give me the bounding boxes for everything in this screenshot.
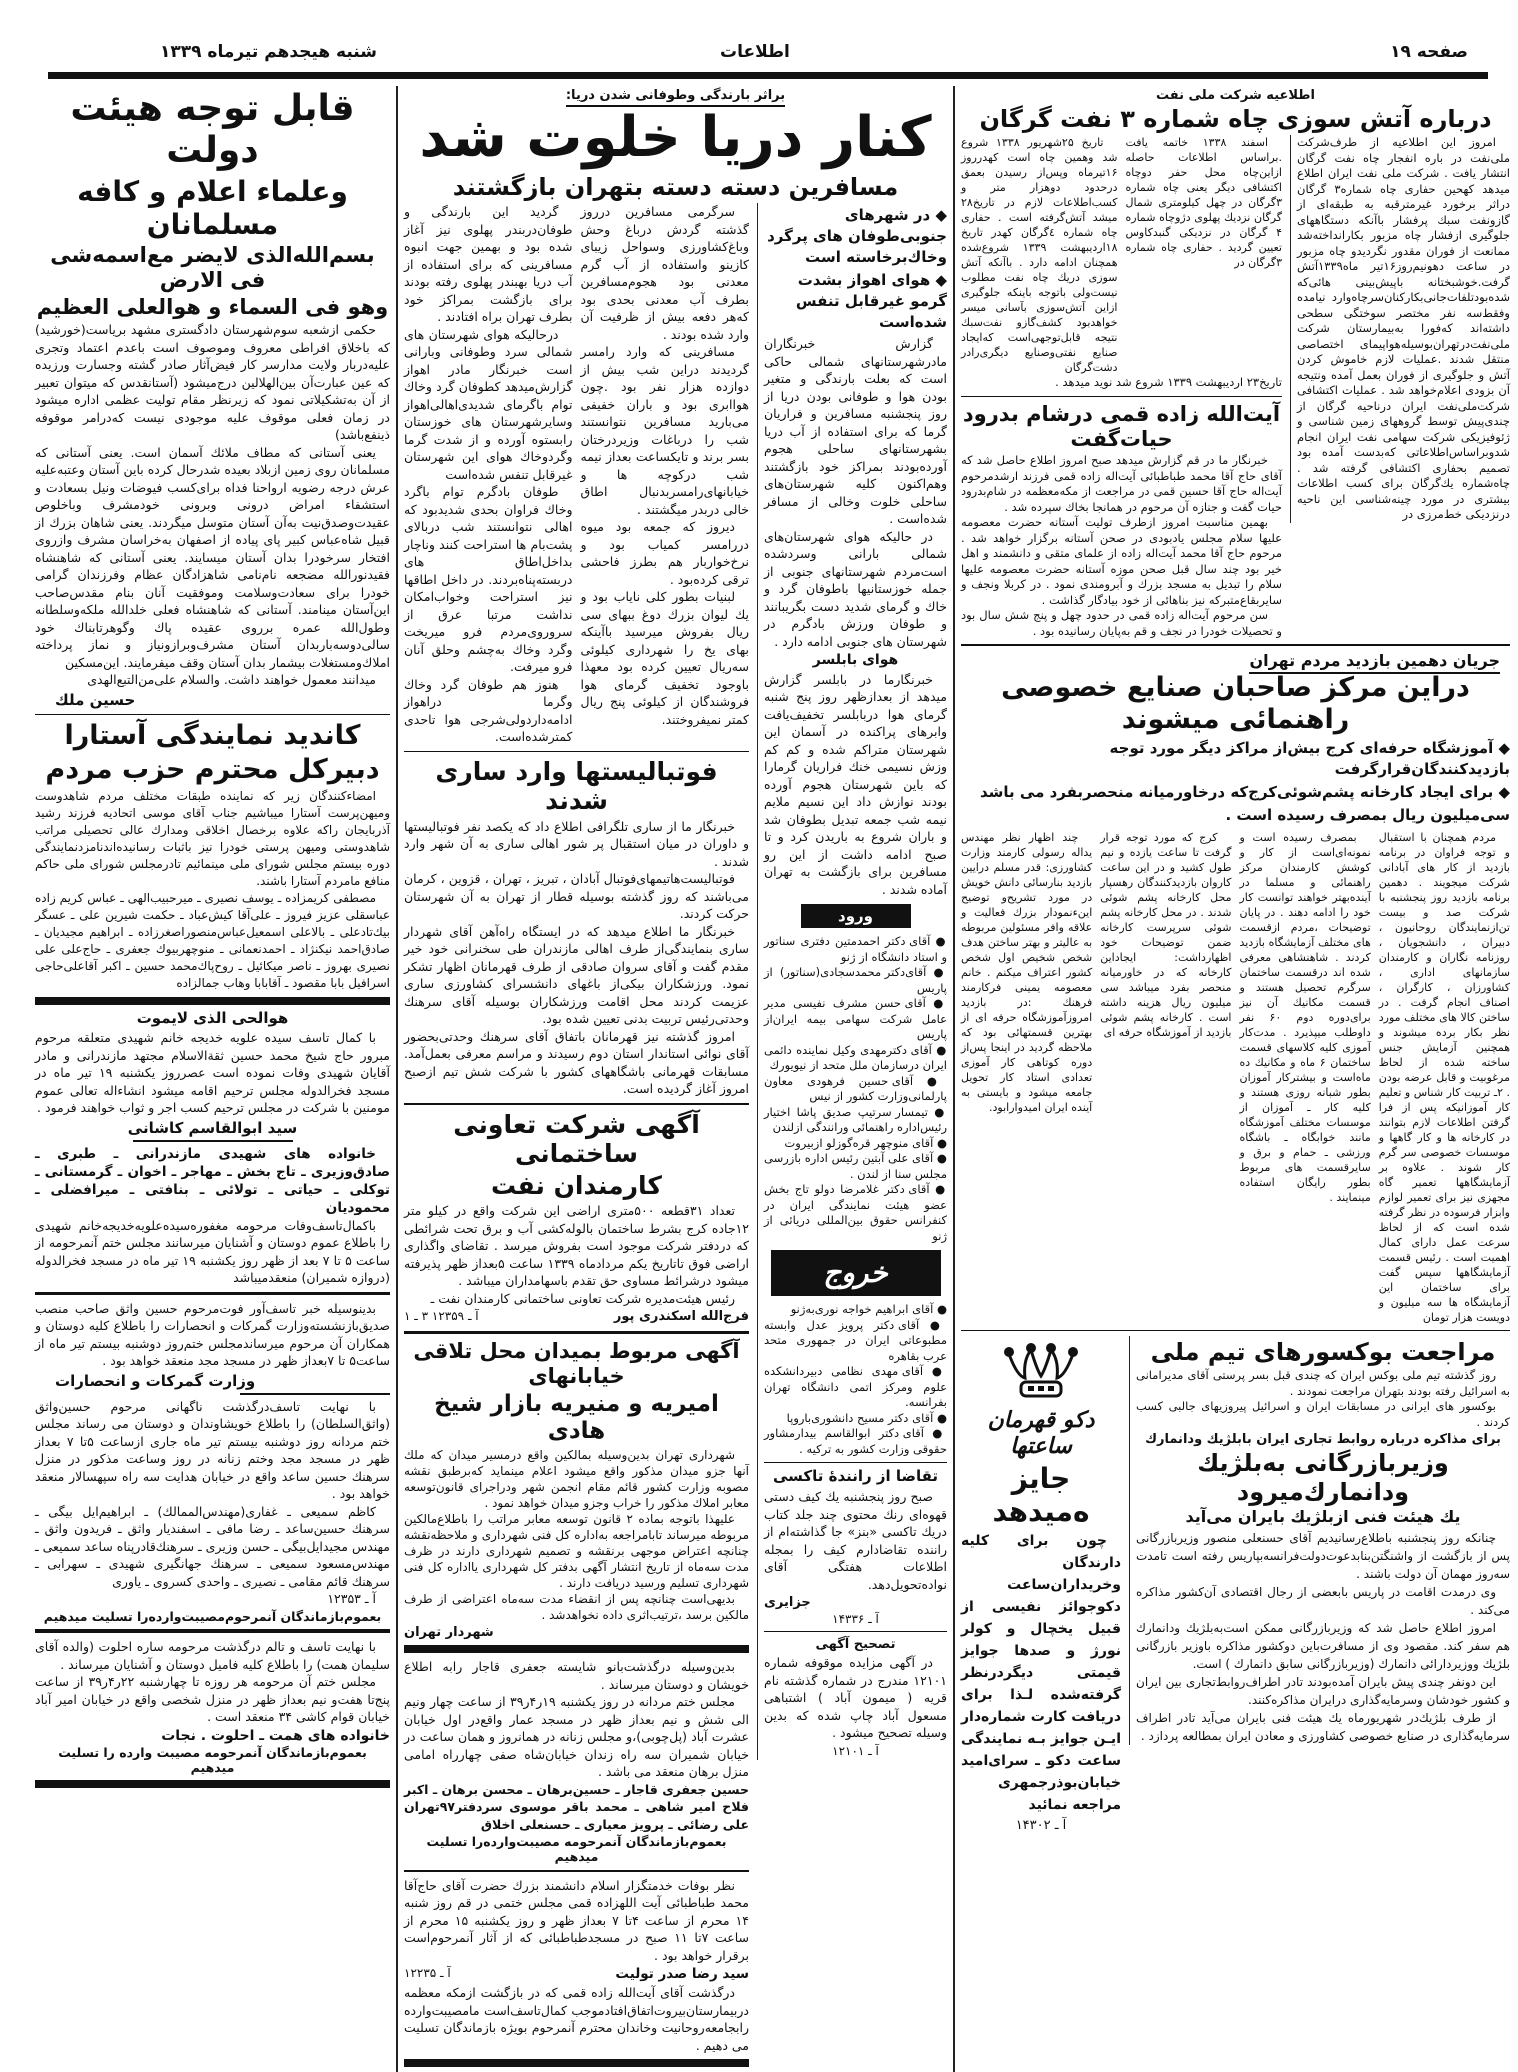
divider [404,1331,749,1334]
list-item-text: آقای دکتر غلامرضا دولو تاج بخش عضو هیئت نمایندگی ایران در کنفرانس حقوق بین‌المللی دریائی از ژنو [764,1182,947,1243]
list-item: ● آقای حسن مشرف نفیسی مدیر عامل شرکت سهامی بیمه ایران‌از پاریس [764,996,947,1042]
divider [961,396,1282,397]
signature: خانواده های همت ـ احلوت . نجات [161,1727,390,1744]
departures-label: خروج [771,1250,941,1296]
article-boxers [1136,1338,1510,1430]
paragraph: وی درمدت اقامت در پاریس بابعضی از رجال اقتصادی آن‌کشور مذاکره می‌کند . [1136,1584,1510,1617]
divider [764,1462,947,1463]
paragraph: در آگهی مزایده موقوفه شماره ۱۲۱۰۱ مندرج در شماره گذشته نام قریه ( میمون آباد ) اشتباهی مسعول آباد چاپ شده که بدین وسیله تصحیح میشود . [764,1655,947,1741]
paragraph: امروز این اطلاعیه از طرف‌شرکت ملی‌نفت در باره انفجار چاه نفت گرگان انتشار یافت . شرکت ملی نفت ایران اطلاع میدهد کهحین حفاری چاه شماره۳ گرگان دراثر برخورد غیرمترقبه به طبقه‌ای از گازونفت سبك پرفشار باآنکه دستگاههای جلوگیری ازفشار چاه مزبور بکارانداخته‌شد ممانعت از فوران مقدور نگردیدو چاه مزبور در ساعت دهونیم‌روز۱۶تیر ماه۱۳۳۹آتش گرفت.خوشبختانه باپیش‌بینی هائی‌که شده‌بودتلفات‌جانی‌بکارکنان‌سرچاه‌وارد نیامده وفقط‌سه نفر مختصر سوختگی سطحی داشته‌اند که‌فورا به‌بیمارستان شرکت ملی‌نفت‌در‌تهران‌بوسیله‌هواپیمای اختصاصی منتقل شدند .عملیات لازم خاموش کردن آتش و جلوگیری از فوران بعمل آمده ونتیجه آن بزودی اعلام‌خواهد شد . عملیات اکتشافی شرکت‌ملی‌نفت ایران درناحیه گرگان از چندی‌پیش توسط گروههای زمین شناسی و ژئوفیزیکی شرکت سهامی نفت ایران انجام شدوبراساس‌اطلاعاتی که‌بدست آمده بود تصمیم بحفاری اکتشافی گرفته شد . چاه‌شماره یك‌گرگان برای کسب اطلاعات بیشتری در مورد چینه‌شناسی این ناحیه درنزدیکی خط‌مرزی در [1297,135,1510,522]
heading: تصحیح آگهی [815,1637,896,1653]
divider [961,644,1510,646]
divider [35,714,390,715]
departures-list [764,1302,947,1457]
condolence-line: بعموم‌بازماندگان آنمرحوم‌مصیبت‌وارده‌را تسلیت میدهیم [43,1608,382,1624]
divider [35,1780,390,1788]
paragraph: حکمی ازشعبه سوم‌شهرستان دادگستری مشهد بریاست(خورشید) که باخلاق افراطی معروف وموصوف است باعدم اعتماد وتجری علیه‌دربار ولایت مدارسر کار فیض‌آثار صادر گشته وجسارت ورزیده که عین عبارت‌آن بین‌الهلالین درج‌میشود (آستانقدس که میتوان تعبیر از آن به‌تشکیلاتی نمود که زیرنظر مقام تولیت عظمی اداره میشود در زمان فعلی موقوف علیه موجودی نیست که‌درامر موقوفه ذینفع‌باشد) [35,322,390,443]
brand-logo: دکو قهرمان ساعتها [987,1408,1095,1460]
ad-housing-coop [404,1110,749,1327]
signature: جزایری [764,1595,811,1611]
headline: وعلماء اعلام و کافه مسلمانان [77,174,348,241]
paragraph: فوتبالیست‌هاتیمهای‌فوتبال آبادان ، تبریز ، تهران ، قزوین ، کرمان می‌باشند که روز گذشته بوسیله قطار از تهران به آن شهرستان حرکت کردند. [404,871,749,922]
ad-body [404,1447,749,1623]
visit-columns [961,830,1510,1325]
list-item: ● آقای دکتر مسیح دانشوری‌باروپا [786,1410,947,1425]
paragraph: خبرنگار ما اطلاع میدهد که در ایستگاه راه‌آهن آقای شهردار ساری بنمایندگی‌از طرف اهالی مازندران طی سخنرانی خود خیر مقدم گفت و آقای سروان صادقی از طرف قهرمانان اظهار تشکر نمود. ورزشکاران بیکی‌از باغهای دانشسرای کشاورزی ساری عزیمت کردند محل اقامت ورزشکاران بوسیله آقای سرهنك وحدتی‌رئیس تربیت بدنی تعیین شده بود. [404,923,749,1027]
signature: شهردار تهران [404,1625,494,1641]
bottom-right-layout [961,1336,1510,1835]
subheadline-text: برای ایجاد کارخانه پشم‌شوئی‌کرج‌که درخاورمیانه منحصربفرد می باشد [980,783,1494,802]
paragraph: درگذشت آقای آیت‌الله زاده قمی که در بازگشت ازمکه معظمه دربیمارستان‌بیروت‌اتفاق‌افتادموجب کمال‌تاسف‌است مامصیبت‌وارده رابجامعه‌روحانیت وخاندان محترم آنمرحوم بویژه بازماندگان تسلیت می دهیم . [404,1985,749,2053]
paragraph: خبرنگارما در بابلسر گزارش میدهد از بعدازظهر روز پنج شنبه گرمای هوا دربابلسر تخفیف‌یافت وابرهای پراکنده در آسمان این شهرستان متراکم شده و کم کم وزش نسیمی خنك فراریان گرمارا که باین شهرستان هجوم آورده بودند نوازش داد این نسیم ملایم نیمه شب جمعه تبدیل بطوفان شد و باران شروع به باریدن کرد و تا صبح ادامه داشت از این رو مسافرین برای بازگشت به تهران آماده شدند . [764,671,947,897]
subheadline-text: آموزشگاه حرفه‌ای کرج بیش‌از مراکز دیگر مورد توجه بازدیدکنندگان‌قرارگرفت [1109,739,1510,779]
obituary-footer [404,1964,749,1984]
paragraph: باکمال‌تاسف‌وفات مرحومه مغفوره‌سیده‌علویه‌خدیجه‌خانم شهیدی را باطلاع عموم دوستان و آشنایان میرسانند مجلس ختم آنمرحومه از ساعت ۵ تا ۷ بعد از ظهر روز یکشنبه ۱۹ تیر ماه در مسجد فخرالدوله (دروازه شمیران) منعقدمیباشد [35,1217,390,1286]
paragraph: یعنی آستانی که مطاف ملائك آسمان است. یعنی آستانی که مسلمانان روی زمین ازبلاد بعیده شدرحال کرده باین آستان وعتبه‌علیه عرش درجه رضویه ارواحنا فداه برای‌کسب فیوضات ونیل بسعادت و استشفاء امراض درونی وبرونی خودمشرف وباخلوص عقیدت‌وصدق‌نیت به‌آن آستان متوسل میگردند. یعنی شاهان بزرك از قبیل شاه‌عباس کبیر پای پیاده از اصفهان به‌خراسان مشرف وازروی افتخار سرخودرا بدان آستان میسایند. یعنی آستانی که شاهنشاه فقیدنورالله مضجعه نام‌نامی شاهزادگان عظام وفرزندان گرامی خودرا برای سعادت‌وسلامت وموفقیت آنان بنام مقدس‌صاحب این‌آستان مینامند. آستانی که شاهنشاه فعلی خلدالله ملکه‌وسلطانه وطول‌الله عمره برروی عقیده پاك وگوهرتابناك خود سالی‌دوسه‌باربدان آستان مشرف‌وبرازونیاز و نماز پرداخته املاك‌ومستغلات بیشمار بدان آستان وقف میفرمایند. این‌مسکین [35,444,390,670]
ad-headline: جایز ه‌میدهد [992,1461,1090,1528]
list-item: ● آقای‌دکتر محمدسجادی(سناتور) از پاریس [764,965,947,995]
middle-right-subcolumn [757,203,947,1760]
list-item: ● آقای علی آبتین رئیس اداره بازرسی مجلس سنا از لندن . [764,1151,947,1181]
obituary-body [35,1398,390,1608]
ad-reference: آ ـ ۱۲۱۰۱ [832,1743,879,1758]
list-item-text: تیمسار سرتیپ صدیق پاشا اختیار رئیس‌اداره راهنمائی ورانندگی ازلندن [764,1104,947,1135]
article-body [1379,830,1510,1325]
headline: دراین مرکز صاحبان صنایع خصوصی راهنمائی میشوند [1001,672,1470,736]
paragraph: مجلس ختم مردانه در روز یکشنبه ۱۹ر۴ر۳۹ از ساعت چهار ونیم الی شش و نیم بعداز ظهر در مسجد عمار واقع‌در اول خیابان عشرت آباد (پل‌چوبی)،و مجلس زنانه در همانروز و همان ساعت در خیابان شمیران سه راه زندان خیابان‌شاه صفی چهارراه امامی منزل برهان منعقد می باشد . [404,1694,749,1780]
paragraph: با نهایت تاسف و تالم درگذشت مرحومه ساره احلوت (والده آقای سلیمان همت) را باطلاع کلیه فامیل دوستان و آشنایان میرساند . [35,1639,390,1672]
headline: کاندید نمایندگی آستارا [64,719,361,751]
divider [35,1292,390,1295]
paragraph: نظر بوفات خدمتگزار اسلام دانشمند بزرك حضرت آقای حاج‌آقا محمد طباطبائی آیت اللهزاده قمی مجلس ختمی در قم روز شنبه ۱۴ محرم از ساعت ۴تا ۷ بعداز ظهر و روز یکشنبه ۱۵ محرم از ساعت ۷تا ۱۱ صبح در مسجدطباطبائی که از آثار آنمرحوم‌است برقرار خواهد بود . [404,1877,750,1963]
paragraph: میدانند معمول خواهند داشت. والسلام علی‌من‌التبع‌الهدی [87,672,376,688]
paragraph: چند اظهار نظر مهندس یداله رسولی کارمند وزارت کشاورزی: قدر مسلم درایین بازدید بنارسائی دانش خویش در مورد تشریح‌و توضیح اینءنمودار بزرك فعالیت و علاقه وافر مسئولین مربوطه به عالیتر و بهتر ساختن هدف شخص شخیص اول شخص کشور اعتراف میکنم . خانم معصومه یمینی فرکارمند فرهنك :در بازدید امروزآموزشگاه حرفه ای از بهترین قسمتهائی بود که ملاحظه گردید در اینجا پس‌از دوره کوتاهی کار آموزی تعدادی استاد کار تحویل جامعه میشود و بایستی به آینده ایران امیدوارابود. [961,831,1093,1115]
paragraph: علیهذا باتوجه بماده ۲ قانون توسعه معابر مراتب را باطلاع‌مالکین مربوطه میرساند تابامراجعه به‌اداره کل فنی شهرداری و ملاحظه‌نقشه چنانچه اعتراض موجهی برنقشه و تصمیم شهرداری دارند در ظرف مدت سه‌ماه از تاریخ انتشار آگهی بدفتر کل شهرداری یااداره کل فنی شهرداری تسلیم ورسید دریافت دارند . [404,1512,749,1591]
paragraph: گردید این بارندگی و طوفان‌دربندر پهلوی نیز آغاز شده بود و بهمین جهت انبوه مسافرینی که برای استفاده از آب دریا بهبندر پهلوی رفته بودند برای بازگشت بمراکز خود بطرف تهران براه افتادند . [404,204,573,325]
signature: سید ابوالقاسم کاشانی [127,1118,298,1137]
paragraph: صبح روز پنجشنبه یك کیف دستی قهوه‌ای رنك محتوی چند جلد کتاب دریك تاکسی «بنز» جا گذاشته‌ام از راننده تقاضادارم کیف را بمجله اطلاعات هفتگی آقای نواده‌تحویل‌دهد. [764,1489,947,1592]
crown-wrap [961,1336,1121,1406]
issue-date: شنبه هیجدهم تیرماه ۱۳۳۹ [160,42,377,62]
subheadline: یك هیئت فنی ازبلژیك بایران می‌آید [1185,1507,1461,1526]
paragraph: بهمین مناسبت امروز ازطرف تولیت آستانه حضرت معصومه علیها سلام مجلس یادبودی در صحن آستانه برگزار خواهد شد . مرحوم حاج آقا محمد آیت‌اله زاده از علمای متقی و دانشمند و اهل خیر بود چند سال قبل صحن موزه آستانه حضرت معصومه علیها سلام را تبدیل به مسجد بزرك و آبرومندی نمود . در کربلا ونجف و سایربقاع‌متبرکه نیز بناهائی از خود بیادگار گذاشت . [961,515,1282,607]
paragraph: مسافرینی که وارد رامسر گردیدند دراین شب بیش از دوازده هزار نفر بود .چون هواابری بود و باران خفیفی می‌بارید مسافرین نتوانستند شب را درباغات وزیردرختان بسر برند و تایکساعت بعداز نیمه شب درکوچه ها و خیابانهای‌رامسربدنبال اطاق خالی دربدر میگشتند . [580,344,749,517]
paragraph: امضاءکنندگان زیر که نماینده طبقات مختلف مردم شاهدوست ومیهن‌پرست آستارا میباشیم جناب آقای موسی اتحادیه فرزند رشید آذربایجان راکه علاوه برخصال اخلاقی ومدارك عالی تحصیلی مراتب شاهدوستی ومیهن پرستی خودرا نیز باثبات رسانیده‌اندنامزدنمایندگی دوره بیستم مجلس شورای ملی مینمائیم تادرمجلس شورای ملی حاکم منافع مامردم آستارا باشند. [35,788,390,888]
paragraph: مردم همچنان با استقبال و توجه فراوان در برنامه بازدید از کار های آبادانی شرکت میجویند . دهمین برنامه بازدید روز پنجشنبه با شرکت صد و بیست تن‌ازنمایندگان روحانیون ، دبیران ، دانشجویان ، روزنامه نگاران و کارمندان سازمانهای اداری ، کشاورزان ، کارگران ، اصناف انجام گرفت . در ساختن کالا های مختلف مورد نظر بکار برده میشوند و همچنین آزمایش جنس ساخته شده از لحاظ مرغوبیت و قابل عرضه بودن . ۲ـ تربیت کار شناس و تعلیم کار آموزانیکه پس از فرا گرفتن اطلاعات لازم بتوانند در کارخانه ها و کار گاهها و موسسات خصوصی سر گرم کار شوند . علاوه بر آزمایشگاهها تعمیر گاه مجهزی نیز برای تعمیر لوازم وابزار فرسوده در نظر گرفته شده است که از لحاظ سرعت عمل دارای کمال اهمیت است . رئیس قسمت آزمایشگاهها سپس گفت برای ساختمان این آزمایشگاه ها سه میلیون و دویست هزار تومان [1378,831,1510,1325]
family-names [404,1781,749,1834]
paragraph: بمصرف رسیده است و نمونه‌ای‌است از کار و کوشش کارمندان مرکز راهنمائی و مسلما در آینده‌بهتر خواهند توانست کار خود را ادامه دهند . در پایان توضیحات ،مردم ازقسمت های مختلف آزمایشگاه بازدید کردند . شاهنشاهی معرفی شده اند درقسمت ساختمان سرگرم تحصیل هستند و قسمت مکانیك آن نیز برای‌دوره دوم ۶۰ نفر داوطلب میپذیرد . مدت‌کار آموزی کلیه کلاسهای قسمت ساختمان ۶ ماه و مکانیك ده ماه‌است و بیشتر‌کار آموزان بطور شبانه روزی هستند و کلیه کار ـ آموزان از موسسات مختلف آموزشگاه مانند خوابگاه ـ باشگاه ورزشی ـ حمام و برق و سایرقسمت های مربوط بطور رایگان استفاده مینمایند . [1239,831,1371,1205]
paragraph: سرگرمی مسافرین درروز گذشته گردش درباغ وحش وباغ‌کشاورزی وسواحل زیبای کازینو واستفاده از آب گرم معدنی بود هجوم‌مسافرین بطرف آب معدنی بحدی بود که‌هر دفعه بیش از ظرفیت آن وارد شده بودند . [580,204,749,342]
heading: تقاضا از رانندۀ تاکسی [772,1467,939,1486]
article-body [1126,135,1283,270]
list-item-text: آقای‌دکتر محمدسجادی(سناتور) از پاریس [764,965,947,995]
list-item-text: آقای دکترمهدی وکیل نماینده دائمی ایران درسازمان ملل متحد از نیویورك [764,1042,947,1073]
subheadline: مسافرین دسته دسته بتهران بازگشتند [452,173,899,202]
ad-reference: آ ـ ۱۲۲۳۵ [404,1966,451,1981]
kicker: برای مذاکره درباره روابط تجاری ایران بابلژیك ودانمارك [1145,1432,1501,1448]
ad-deco-watches [961,1336,1121,1835]
subheadline: سی‌میلیون ریال بمصرف رسیده است . [1225,806,1510,825]
article-body [961,453,1282,639]
list-item-text: آقای مهدی نظامی دبیردانشکده علوم ومرکز اتمی دانشگاه تهران بفرانسه. [764,1364,947,1410]
article-body [581,203,750,728]
bullet-list [764,205,947,333]
paragraph: امروز اطلاع حاصل شد که وزیربازرگانی ممکن است‌به‌بلژیك ودانمارك هم سفر کند. مقصود وی از مسافرت‌باین دوکشور مذاکره باوزیر بازرگانی بلژیك ووزیردارائی دانمارك (وزیربازرگانی سابق دانمارك ) است. [1136,1620,1510,1671]
obituary-body [404,1984,749,2054]
obituary-tabatabai [404,1877,749,2055]
divider [961,1330,1510,1331]
gorgan-inner [961,135,1282,639]
paragraph: هنوز هم طوفان گرد وخاك وگرما دراهواز ادامه‌داردولی‌شرجی هوا تاحدی کمترشده‌است. [404,676,573,745]
list-item-text: آقای دکتر ابوالقاسم بیدارمشاور حقوقی وزارت کشور به ترکیه . [764,1426,947,1456]
arrivals-label: ورود [801,904,911,928]
divider [35,1629,390,1633]
condolence-line: بعموم‌بازماندگان آنمرحومه مصیبت‌وارده‌را تسلیت میدهیم [426,1834,727,1864]
ad-body [404,1202,749,1307]
paragraph: در حالیکه هوای شهرستان‌های شمالی بارانی وسردشده است‌مردم شهرستانهای جنوبی از جمله خوزستانیها باطوفان گرد و خاك و گرمای شدید دست بگریبانند و طوفان ورزش بادگرم در شهرستان های جنوبی ادامه دارد . [764,528,947,649]
headline: کارمندان نفت [491,1170,662,1200]
headline: آیت‌الله زاده قمی درشام بدرود حیات‌گفت [962,401,1281,451]
paragraph: حسین جعفری قاجار ـ حسین‌برهان ـ محسن برهان ـ اکبر فلاح امیر شاهی ـ محمد باقر موسوی سردفتر۹۷تهران علی رضائی ـ پرویز معیاری ـ حسنعلی اخلاق [404,1781,749,1832]
paragraph: اسفند ۱۳۳۸ خاتمه یافت .براساس اطلاعات حاصله ازاین‌چاه محل حفر دوچاه اکتشافی دیگر یعنی چاه شماره ۳گرگان در چهل کیلومتری شمال گرگان نزدیك پهلوی دژوچاه شماره ۴ گرگان در نزدیکی گنبدکاوس تعیین گردید . حفاری چاه شماره ۳گرگان در [1125,136,1282,270]
article-body [404,818,749,1098]
paragraph: روز گذشته تیم ملی بوکس ایران که چندی قبل بسر پرستی آقای مدیرامانی به اسرائیل رفته بودند بتهران مراجعت نمودند . [1136,1368,1510,1398]
left-column [35,86,396,2072]
headline: قابل توجه هیئت دولت [70,88,355,172]
obituary-vaseq [35,1398,390,1789]
paragraph: تاریخ ۲۵شهریور ۱۳۳۸ شروع شد وهمین چاه است کهدرروز ۱۶تیرماه وپس‌از رسیدن بعمق درحدود دوهزار متر و کسب‌اطلاعات لازم در تاریخ۲۸ میشد آتش‌گرفته است . حفاری چاه شماره ٤گرگان کهدر تاریخ ۱۸اردیبهشت ۱۳۳۹ شروع‌شده همچنان ادامه دارد . باآنکه آتش سوزی دریك چاه نفت مطلوب نیست‌ولی باتوجه باینکه جلوگیری ازاین آتش‌سوزی بآسانی میسر خواهدبود کشف‌گازو نفت‌سبك نتیجه قابل‌توجهی‌است که‌ایجاد صنایع نفتی‌وصنایع دیگری‌رادر دشت‌گرگان [961,136,1118,375]
ad-reference: آ ـ ۱۲۳۵۹ ۳ ـ ۱ [404,1309,479,1324]
paragraph: خبرنگار ما از ساری تلگرافی اطلاع داد که یکصد نفر فوتبالیستها و داوران در میان استقبال پر شور اهالی ساری به آن شهر وارد شدند . [404,818,749,869]
article-body [35,788,390,992]
divider [35,997,390,1005]
paragraph: مصطفی کریمزاده ـ یوسف نصیری ـ میرحبیب‌الهی ـ عباس کریم زاده عباسقلی عزیز فیروز ـ علی‌آقا کیش‌عباد ـ حکمت شیرین علی ـ عسگر بیك‌تادعلی ـ بالاعلی اسمعیل‌عباس‌منصوراصغرزاده ـ ابراهیم مجیدیان ـ صادق‌احمد نیکنژاد ـ احمدنعمانی ـ منوچهربیوك جعفری ـ حاج‌علی علی نصیری بهروز ـ ناصر میکائیل ـ روح‌پاك‌محمد حسین ـ اکبر آقاعلی‌حاجی اسرافیل بابا مقصود ـ آقابابا وهاب جمالزاده [35,890,390,990]
headline: وزیربازرگانی به‌بلژیك ودانمارك‌میرود [1197,1449,1449,1506]
kicker [404,88,947,103]
article-body [1136,1368,1510,1430]
gorgan-subcolumns [961,135,1282,375]
article-body [764,335,947,650]
subheadline: وهو فی السماء و هوالعلی العظیم [36,294,389,319]
ad-footer [404,1307,749,1326]
paragraph: چنانکه روز پنجشنبه باطلاع‌رسانیدیم آقای حسنعلی منصور وزیربازرگانی پس از بازگشت از واشنگتن‌بنابدعوت‌دولت‌فرانسه‌بپاریس رفته است تامدت سه‌روز مهمان آن دولت باشند . [1136,1530,1510,1581]
list-item: ● آقای مهدی نظامی دبیردانشکده علوم ومرکز اتمی دانشگاه تهران بفرانسه. [764,1364,947,1410]
paragraph: بدیهی‌است چنانچه پس از انقضاء مدت سه‌ماه اعتراضی از طرف مالکین برسد ،ترتیب‌اثری داده نخواهدشد . [404,1592,749,1623]
obituary-body [404,1877,749,1965]
article-football [404,757,749,1098]
list-item: ● آقای منوچهر قره‌گوزلو ازبیروت [784,1135,947,1150]
paragraph: طوفان بادگرم توام باگرد وخاك فراوان بحدی شدیدبود که اهالی نتوانستند شب دربالای پشت‌بام ها استراحت کنند وناچار بداخل‌اطاق های دربسته‌پناه‌بردند. در داخل اطاقها نیز استراحت وخواب‌امکان نداشت مرتبا عرق از سروروی‌مردم فرو میریخت وگرد وخاك به‌چشم وحلق آنان فرو میرفت. [404,484,573,675]
article-body [404,203,573,746]
list-item-text: آقای دکتر مسیح دانشوری‌باروپا [786,1410,934,1425]
paragraph: تعداد ۳۱قطعه ۵۰۰متری اراضی این شرکت واقع در کیلو متر ۱۲جاده کرج بشرط ساختمان بالوله‌کشی آب و برق تحت شرائطی که دردفتر شرکت موجود است بفروش میرسد . تقاضای واگذاری اراضی فوق تاتاریخ یکم مردادماه ۱۳۳۹ ساعت ۵بعداز ظهر پذیرفته میشود درشرائط مساوی حق تقدم باسهامداران میباشد . [404,1203,749,1289]
paragraph: سن مرحوم آیت‌اله زاده قمی در حدود چهل و پنج شش سال بود و تحصیلات خودرا در نجف و قم به‌پایان رسانیده بود . [961,608,1282,638]
paragraph: درحالیکه هوای شهرستان های شمالی سرد وطوفانی وبارانی است خبرنگار مادر اهواز گزارش‌میدهد کطوفان گرد وخاك توام باگرمای شدیدی‌اهالی‌اهواز وسایرشهرستان های خوزستان رابستوه آورده و از شدت گرما وگردوخاك هوای این شهرستان غیرقابل تنفس شده‌است [404,326,573,482]
right-column [953,86,1510,2072]
page-columns [35,86,1510,2072]
obituary-body [35,1300,390,1370]
obituary-body [35,1217,390,1287]
headline: دبیرکل محترم حزب مردم [45,753,380,785]
paragraph: کرج که مورد توجه قرار گرفت تا ساعت یازده و نیم طول کشید و در این ساعت کاروان بازدیدکنندگان رهسپار محل کارخانه پشم شوئی شدند . در محل کارخانه پشم شوئی سرپرست کارخانه ضمن توضیحات خود اظهارداشت: ایجاداین کارخانه که در خاورمیانه منحصر بفرد میباشد سی میلیون ریال هزینه داشته است . کارخانه پشم شوئی بازدید از آموزشگاه حرفه ای [1100,831,1232,1040]
subheadline: ◆ برای ایجاد کارخانه پشم‌شوئی‌کرج‌که درخاورمیانه منحصربفرد می باشد [980,783,1510,802]
article-body [961,830,1092,1115]
headline: مراجعت بوکسورهای تیم ملی [1150,1338,1496,1367]
page-number: صفحه ۱۹ [1390,42,1468,62]
article-body [1290,135,1510,523]
article-body [1136,1529,1510,1745]
kicker-text: جریان دهمین بازدید مردم تهران [1249,651,1500,674]
kicker [961,651,1510,670]
list-item: ● تیمسار سرتیپ صدیق پاشا اختیار رئیس‌اداره راهنمائی ورانندگی ازلندن [764,1104,947,1135]
paragraph: از طرف بلژیك‌در شهریورماه یك هیئت فنی بایران می‌آید تادر اطراف سرمایه‌گذاری در صنایع خصوصی کشاورزی و معادن ایران بمطالعه پردازد . [1136,1710,1510,1743]
subheadline: ◆ آموزشگاه حرفه‌ای کرج بیش‌از مراکز دیگر مورد توجه بازدیدکنندگان‌قرارگرفت [1109,739,1510,779]
list-item: ● آقای حسین فرهودی معاون پارلمانی‌وزارت کشور از نیس [764,1073,947,1104]
paragraph: دیروز که جمعه بود میوه دررامسر کمیاب بود و نرخ‌خواربار هم بطرز فاحشی ترقی کرده‌بود . [580,519,749,587]
list-item-text: آقای دکتر احمدمتین دفتری سناتور و استاد دانشگاه از ژنو [764,934,947,964]
paragraph: لبنیات بطور کلی نایاب بود و یك لیوان بزرك دوغ ببهای سی ریال بفروش میرسید باآینکه بهای یخ را شهرداری کیلوئی سه‌ریال تعیین کرده بود معهذا باوجود تخفیف گرمای هوا فروشندگان از کیلوئی پنج ریال کمتر نمیفروختند. [580,589,749,727]
paragraph: آ ـ ۱۲۳۵۳ [327,1591,376,1607]
divider [404,751,749,752]
list-item-text: آقای منوچهر قره‌گوزلو ازبیروت [784,1135,934,1150]
condolence-line: بعموم‌بازماندگان آنمرحومه مصیبت وارده را تسلیت میدهیم [58,1744,367,1775]
obituary-body [35,1029,390,1117]
middle-column [396,86,953,2072]
paragraph: بدین‌وسیله درگذشت‌بانو شایسته جعفری قاجار رابه اطلاع خویشان و دوستان میرساند . [404,1659,749,1692]
paragraph: این دونفر چندی پیش بایران آمده‌بودند تادر اطراف‌روابط‌تجاری بین ایران و کشور خودشان وسرمایه‌گذاری درایران مذاکره‌کنند. [1136,1674,1510,1707]
signature: سید رضا صدر تولیت [615,1966,749,1983]
headline: فوتبالیستها وارد ساری شدند [435,756,718,816]
crown-icon [1001,1336,1081,1402]
notice-body [764,1654,947,1742]
bullet-text: هوای اهواز بشدت گرمو غیرقابل تنفس شده‌است [795,271,947,332]
bullet-item: ◆ در شهرهای جنوبی‌طوفان های پرگرد وخاك‌برخاسته است [767,206,947,267]
paragraph: رئیس هیئت‌مدیره شرکت تعاونی ساختمانی کارمندان نفت ـ [430,1290,735,1306]
list-item-text: آقای حسین فرهودی معاون پارلمانی‌وزارت کشور از نیس [764,1073,947,1104]
middle-left-area [404,203,749,2072]
heading: هوالحی الذی لایموت [136,1008,289,1027]
paragraph: خبرنگار ما در قم گزارش میدهد صبح امروز اطلاع حاصل شد که آقای حاج آقا محمد طباطبائی آیت‌اله زاده قمی فرزند ارشدمرحوم آیت‌اله حاج آقا حسین قمی در مراجعت از مکه‌معظمه در شام‌بدرود حیات گفت و جنازه آن مرحوم در همانجا بخاك سپرده شد . [961,453,1282,514]
obituary-body [35,1638,390,1726]
middle-layout [404,203,947,2072]
article-body [1240,830,1371,1205]
sea-article-columns [404,203,749,746]
signature: حسین ملك [55,690,136,709]
list-item: ● آقای دکترمهدی وکیل نماینده دائمی ایران درسازمان ملل متحد از نیویورك [764,1042,947,1073]
headline: درباره آتش سوزی چاه شماره ۳ نفت گرگان [979,105,1492,133]
article-commerce-minister [1136,1432,1510,1745]
bullet-text: در شهرهای جنوبی‌طوفان های پرگرد وخاك‌برخاسته است [767,206,947,267]
news-block [1129,1336,1510,1745]
paragraph: با نهایت تاسف‌درگذشت ناگهانی مرحوم حسین‌واثق (واثق‌السلطان) را باطلاع خویشاوندان و دوستان می رساند مجلس ختم مردانه روز دوشنبه بیستم تیر ماه جاری ازساعت ۵تا ۷ بعداز ظهر در مسجد مجد وختم زنانه در روز وساعت مذکور در منزل سرهنك حسین ساعد واقع در خیابان هدایت سه راه سپهسالار منعقد خواهد بود . [35,1398,390,1502]
divider [404,1645,749,1653]
ad-body [961,1530,1121,1816]
paragraph: چون برای کلیه دارندگان وخریداران‌ساعت دکوجوائز نفیسی از قبیل یخچال و کولر نورژ و صدها جوایز قیمتی دیگردرنظر گرفته‌شده لـذا برای دریافت کارت شماره‌دار ایـن جوایز بـه نمایندگی ساعت دکو ـ سرای‌امید خیابان‌بوذرجمهری مراجعه نمائید [961,1533,1121,1814]
paragraph: گزارش خبرنگاران مادرشهرستانهای شمالی حاکی است که بعلت بارندگی و متغیر بودن هوا و طوفانی بودن دریا از روز پنجشنبه مسافرین و فراریان گرما که برای استفاده از آب دریا بشهرستانهای ساحلی هجوم آورده‌بودند بمراکز خود بازگشتند وهم‌اکنون کلیه شهرستان‌های ساحلی خلوت وخالی از مسافر شده‌است . [764,336,947,527]
article-body [764,671,947,899]
article-body-tail: تاریخ۲۳ اردیبهشت ۱۳۳۹ شروع شد نوید میدهد . [1055,375,1282,390]
obituary-jafari [404,1658,749,1865]
article-body [961,135,1118,375]
article-qomi [961,402,1282,640]
divider [764,1631,947,1632]
obituary-body [404,1658,749,1781]
signature: فرج‌الله اسکندری پور [613,1309,749,1325]
signature: وزارت گمرکات و انحصارات [55,1371,256,1390]
ad-reference: آ ـ ۱۴۳۳۶ [832,1612,879,1627]
subheadline: بسم‌الله‌الذی لایضر مع‌اسمه‌شی فی الارض [50,243,375,292]
divider [133,1140,293,1142]
masthead-rule [48,72,1488,79]
list-item: ● آقای دکتر غلامرضا دولو تاج بخش عضو هیئت نمایندگی ایران در کنفرانس حقوق بین‌المللی دریائی از ژنو [764,1182,947,1243]
divider [404,2059,749,2067]
article-body [1100,830,1231,1040]
paragraph: خانواده های شهیدی مازندرانی ـ طبری ـ صادق‌وزیری ـ تاج بخش ـ مهاجر ـ اخوان ـ گرمستانی ـ توکلی ـ حیاتی ـ تولائی ـ بنافتی ـ میرافضلی ـ محمودیان [35,1145,390,1216]
list-item: ● آقای دکتر ابوالقاسم بیدارمشاور حقوقی وزارت کشور به ترکیه . [764,1426,947,1456]
list-item-text: آقای دکتر پرویز عدل وابسته مطبوعاتی ایران در جمهوری متحد عرب بقاهره [764,1317,947,1363]
article-body [35,321,390,689]
article-appeal [35,88,390,709]
divider [404,1103,749,1105]
headline: امیریه و منیریه بازار شیخ هادی [434,1390,719,1445]
ad-amirie-square [404,1339,749,1640]
bullet-item: ◆ هوای اهواز بشدت گرمو غیرقابل تنفس شده‌است [795,271,947,332]
kicker-text: براثر بارندگی وطوفانی شدن دریا: [566,88,785,107]
headline: کنار دریا خلوت شد [419,105,932,170]
notice-body [764,1488,947,1593]
paragraph: بوکسور های ایرانی در مسابقات ایران و اسرائیل پیروزیهای جالبی کسب کردند . [1136,1399,1510,1429]
paragraph: با کمال تاسف سیده علویه خدیجه خانم شهیدی متعلقه مرحوم مبرور حاج شیخ محمد حسین ثقةالاسلام مجتهد مازندرانی و مادر آقایان شهیدی وفات نموده است عصرروز یکشنبه ۱۹ تیر ماه در مسجد فخرالدوله مجلس ترحیم اقامه میشود انشاءاله تعالی عموم مومنین با شرکت در مجلس ترحیم کسب اجر و ثواب خواهند فرمود . [35,1030,391,1116]
list-item-text: آقای علی آبتین رئیس اداره بازرسی مجلس سنا از لندن . [764,1151,947,1181]
article-gorgan-oil [961,88,1510,639]
list-item-text: آقای ابراهیم خواجه نوری‌به‌ژنو [790,1302,934,1317]
newspaper-name: اطلاعات [720,42,790,62]
arrivals-list [764,934,947,1244]
list-item: ● آقای ابراهیم خواجه نوری‌به‌ژنو [790,1302,947,1317]
paragraph: مجلس ختم آن مرحومه هر روزه تا چهارشنبه ۲۲ر۴ر۳۹ از ساعت پنج‌تا هفت‌و نیم بعداز ظهر در منزل شخصی واقع در خیابان امیر آباد خیابان قوام کاشی ۳۴ منعقد است . [35,1674,390,1725]
article-astara [35,720,390,992]
article-industry-visit [961,651,1510,1325]
paragraph: کاظم سمیعی ـ غفاری(مهندس‌الممالك) ـ ابراهیم‌ایل بیگی ـ سرهنك حسین‌ساعد ـ رضا مافی ـ اسفندیار واثق ـ فریدون واثق ـ مهندس مجیدایل‌بیگی ـ حسن وزیری ـ سرهنك‌قادرپناه ساعد سمیعی ـ مهندس‌مسعود سمیعی ـ سرهنك جهانگیری شهیدی ـ سهرابی ـ سرهنك قائم مقامی ـ نصیری ـ واحدی کسروی ـ یاوری [35,1503,390,1589]
list-item: ● آقای دکتر احمدمتین دفتری سناتور و استاد دانشگاه از ژنو [764,934,947,964]
kicker: اطلاعیه شرکت ملی نفت [1156,88,1315,103]
headline: آگهی شرکت تعاونی ساختمانی [453,1109,700,1169]
paragraph: بدینوسیله خبر تاسف‌آور فوت‌مرحوم حسین واثق صاحب منصب صدیق‌بازنشسته‌وزارت گمرکات و انحصارات را باطلاع کلیه دوستان و همکاران آن مرحوم میرساندمجلس ختم‌روز دوشنبه بیستم تیر ماه از ساعت۵ تا ۷بعداز ظهر در مسجد مجد منعقد خواهد بود . [35,1300,390,1369]
paragraph: امروز گذشته نیز قهرمانان باتفاق آقای سرهنك وحدتی‌بحضور آقای نوائی استاندار استان دوم رسیدند و مراسم معرفی بعمل‌آمد. مسابقات قهرمانی باشگاههای کشور با شرکت شش تیم ازصبح امروز آغاز گردیده است. [404,1028,749,1097]
paragraph: شهرداری تهران بدین‌وسیله بمالکین واقع درمسیر میدان که ملك آنها جزو میدان مذکور واقع میشود اعلام مینماید که‌برطبق نقشه مصوبه وزارت کشور قائم مقام انجمن شهر ودراجرای قانون‌توسعه معابر املاك مذکور را خراب وجزو میدان خواهد نمود . [404,1448,749,1511]
list-item: ● آقای دکتر پرویز عدل وابسته مطبوعاتی ایران در جمهوری متحد عرب بقاهره [764,1317,947,1363]
section-heading: هوای بابلسر [812,652,899,669]
obituary-shahidi [35,1010,390,1395]
divider [404,1870,749,1872]
list-item-text: آقای حسن مشرف نفیسی مدیر عامل شرکت سهامی بیمه ایران‌از پاریس [764,996,947,1042]
family-names [35,1145,390,1217]
ad-reference: آ ـ ۱۴۳۰۲ [1015,1818,1067,1834]
gorgan-layout [961,135,1510,639]
headline: آگهی مربوط بمیدان محل تلاقی خیابانهای [413,1339,740,1389]
divider [240,1393,390,1395]
